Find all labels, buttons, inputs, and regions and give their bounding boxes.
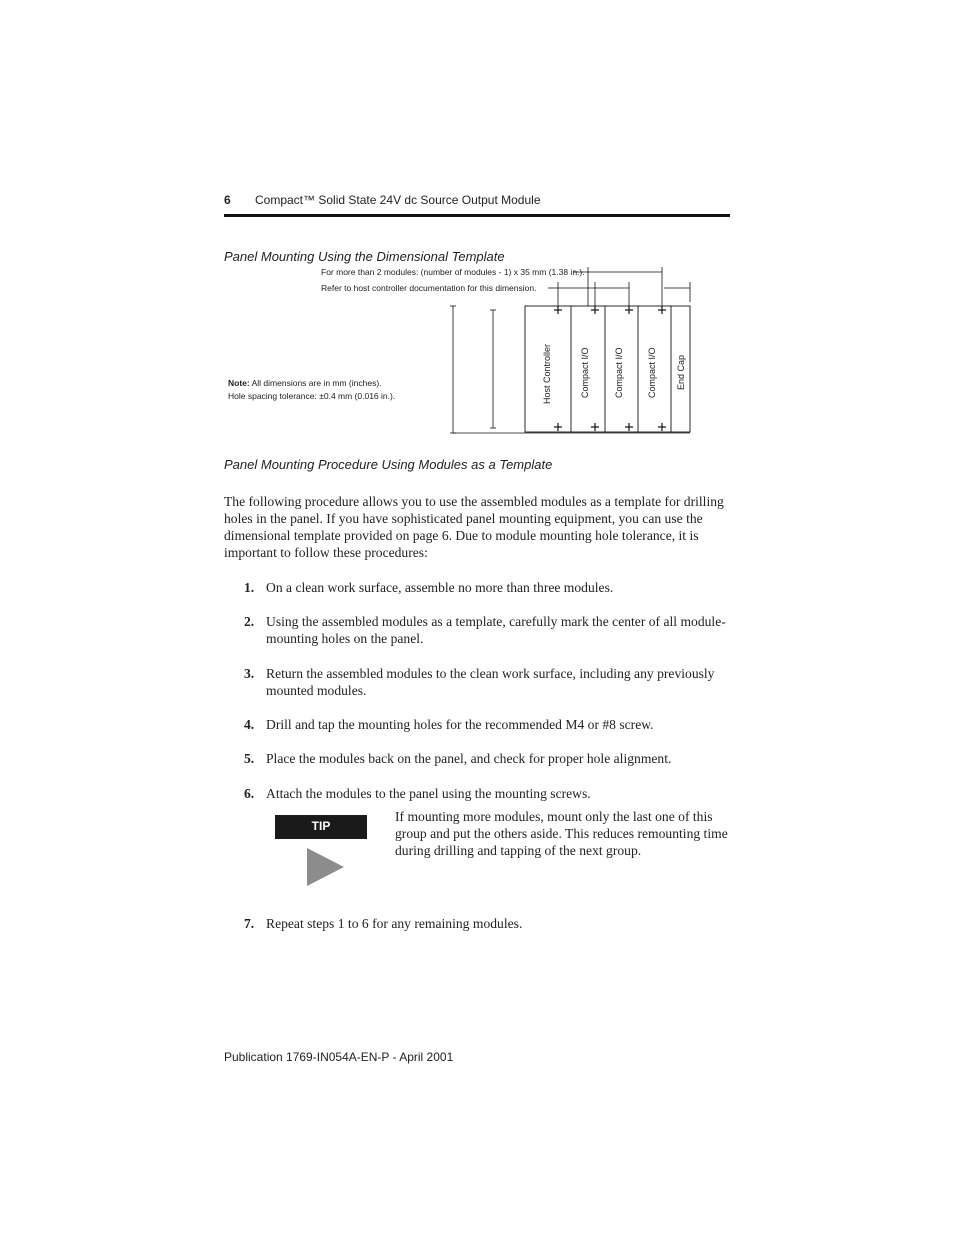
step-number: 4. (244, 717, 255, 732)
publication-footer: Publication 1769-IN054A-EN-P - April 2001 (224, 1050, 454, 1064)
page-number: 6 (224, 193, 231, 207)
dimension-note: For more than 2 modules: (number of modules - 1) x 35 mm (1.38 in.). (321, 267, 585, 277)
step-number: 5. (244, 751, 255, 766)
step-text: Drill and tap the mounting holes for the recommended M4 or #8 screw. (266, 717, 654, 732)
module-label-compact-io-2: Compact I/O (614, 347, 624, 398)
module-label-host-controller: Host Controller (542, 343, 552, 404)
step-text: On a clean work surface, assemble no more than three modules. (266, 580, 614, 595)
module-label-compact-io-1: Compact I/O (580, 347, 590, 398)
dimensions-note (228, 378, 382, 389)
document-title: Compact™ Solid State 24V dc Source Output Module (255, 193, 541, 207)
step-text: Place the modules back on the panel, and check for proper hole alignment. (266, 751, 672, 766)
step-number: 7. (244, 916, 255, 931)
step-number: 1. (244, 580, 255, 595)
mounting-template-diagram (440, 262, 700, 440)
section-title-dimensional-template: Panel Mounting Using the Dimensional Template (224, 249, 505, 264)
step-number: 2. (244, 614, 255, 629)
note-label: Note: (228, 378, 250, 388)
step-text: Return the assembled modules to the clean work surface, including any previously mounted modules. (266, 666, 715, 698)
tip-arrow-icon (307, 848, 345, 886)
module-label-compact-io-3: Compact I/O (647, 347, 657, 398)
note-text: All dimensions are in mm (inches). (249, 378, 382, 388)
intro-paragraph: The following procedure allows you to use the assembled modules as a template for drilling holes in the panel. If you have sophisticated panel mounting equipment, you can use the dimensional template provided on page 6. Due to module mounting hole tolerance, it is important to follow these procedures: (224, 494, 724, 560)
section-title-procedure: Panel Mounting Procedure Using Modules as a Template (224, 457, 553, 472)
step-text: Attach the modules to the panel using the mounting screws. (266, 786, 591, 801)
host-controller-note: Refer to host controller documentation for this dimension. (321, 283, 537, 293)
step-text: Repeat steps 1 to 6 for any remaining modules. (266, 916, 523, 931)
module-label-end-cap: End Cap (676, 354, 686, 390)
header-rule (224, 214, 730, 217)
step-text: Using the assembled modules as a template, carefully mark the center of all module-mounting holes on the panel. (266, 614, 726, 646)
tolerance-note: Hole spacing tolerance: ±0.4 mm (0.016 in.). (228, 391, 396, 401)
tip-badge: TIP (275, 815, 367, 839)
step-number: 6. (244, 786, 255, 801)
step-number: 3. (244, 666, 255, 681)
tip-text: If mounting more modules, mount only the last one of this group and put the others aside. This reduces remounting time during drilling and tapping of the next group. (395, 809, 728, 858)
